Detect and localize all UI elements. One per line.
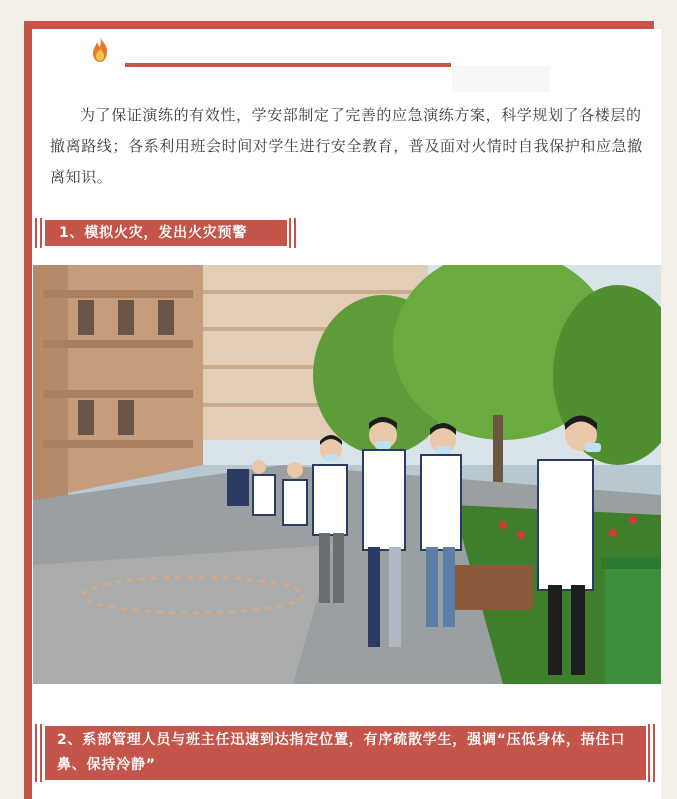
step-1-heading: [45, 220, 287, 246]
photo-illustration: [33, 265, 661, 684]
evacuation-drill-photo: [33, 265, 661, 684]
step-1-heading-text: 1、模拟火灾，发出火灾预警: [59, 225, 248, 241]
flame-icon: [90, 36, 110, 64]
heading-2-right-bars: [648, 724, 656, 782]
intro-paragraph: 为了保证演练的有效性，学安部制定了完善的应急演练方案，科学规划了各楼层的撤离路线；各系利用班会时间对学生进行安全教育，普及面对火情时自我保护和应急撤离知识。: [50, 106, 643, 186]
heading-1-right-bars: [289, 218, 297, 248]
title-underline: [125, 63, 451, 67]
heading-1-left-bars: [35, 218, 43, 248]
faint-decoration: [452, 66, 550, 92]
step-2-heading-text: 2、系部管理人员与班主任迅速到达指定位置，有序疏散学生，强调“压低身体，捂住口鼻、保持冷静”: [57, 732, 626, 773]
heading-2-left-bars: [35, 724, 43, 782]
left-accent-rail: [24, 21, 32, 799]
top-accent-rail: [24, 21, 654, 29]
step-2-heading: [45, 726, 646, 780]
